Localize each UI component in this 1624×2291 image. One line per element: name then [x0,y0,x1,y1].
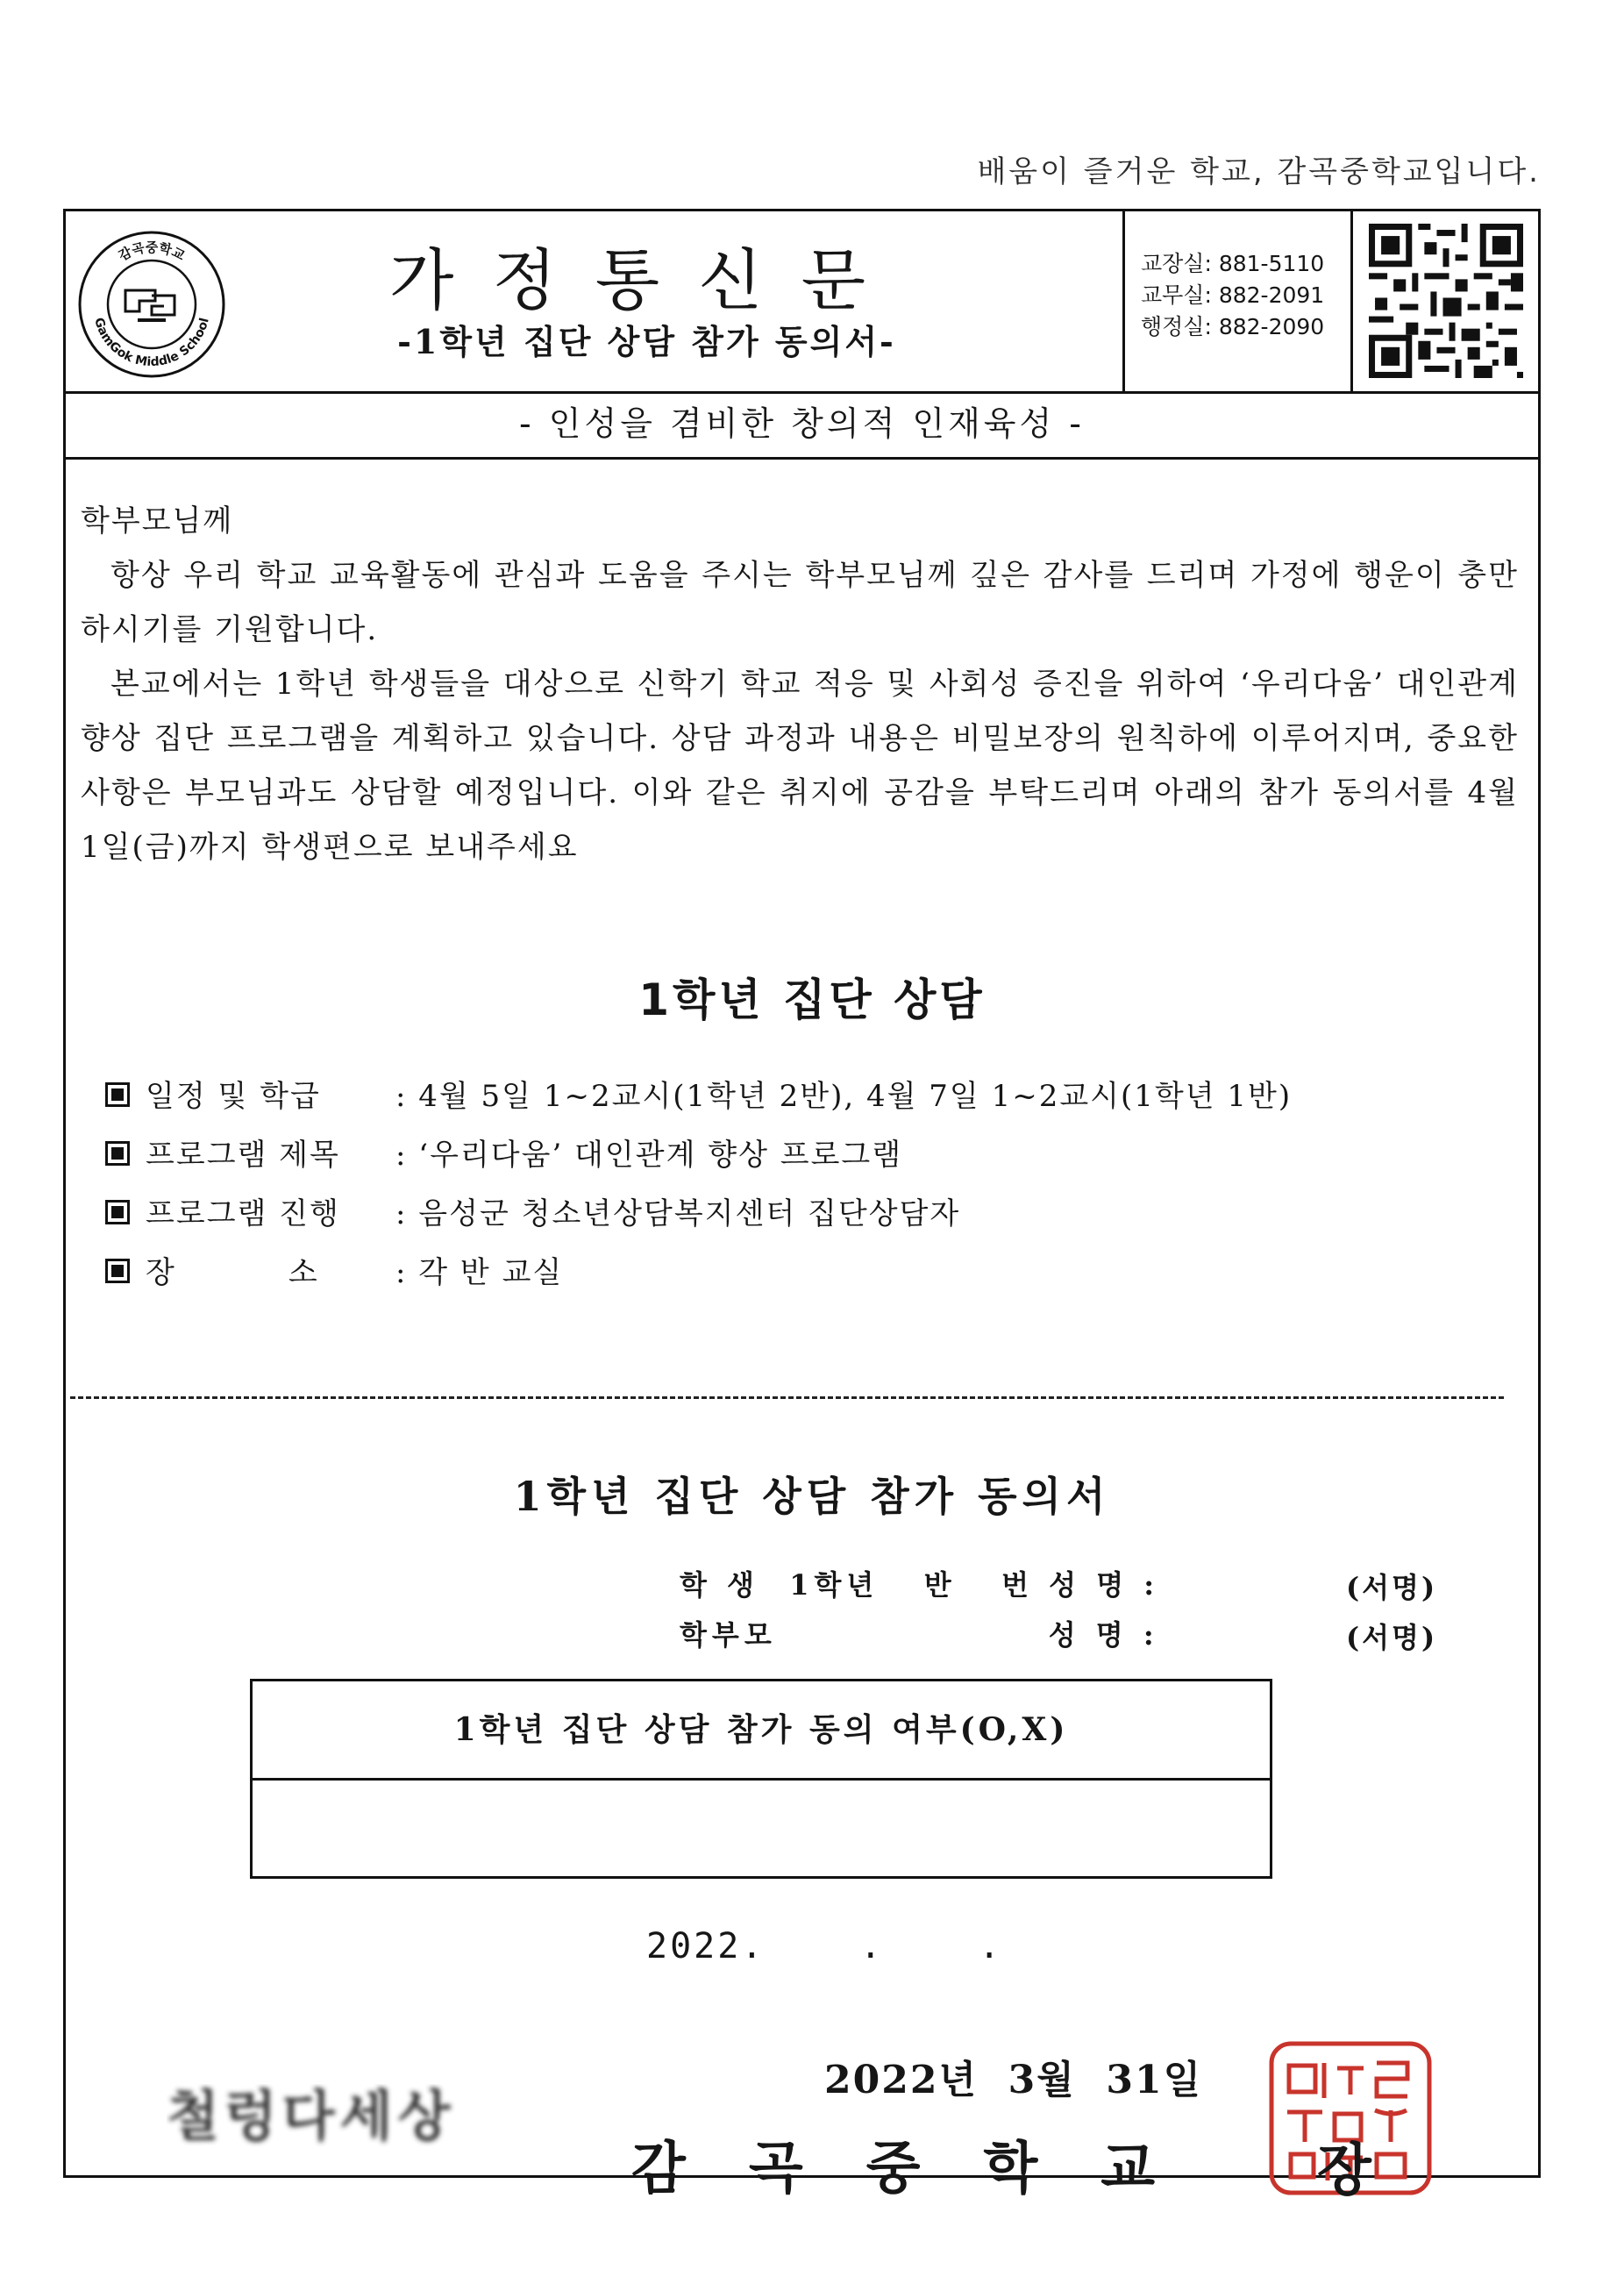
letter-salutation: 학부모님께 [81,503,234,539]
school-motto: - 인성을 겸비한 창의적 인재육성 - [66,391,1538,460]
contact-item: 교무실: 882-2091 [1141,282,1325,308]
contact-number: 882-2090 [1218,314,1325,339]
student-sign-line: 학 생 1학년 반 번 성 명 : [680,1568,1160,1602]
parent-name-label: 성 명 : [1048,1618,1159,1652]
letter-paragraph: 항상 우리 학교 교육활동에 관심과 도움을 주시는 학부모님께 깊은 감사를 드리며 가정에 행운이 충만하시기를 기원합니다. [81,558,1519,647]
contact-item: 행정실: 882-2090 [1141,314,1325,339]
info-label: 프로그램 진행 [146,1196,340,1231]
consent-date-line: 2022. . . [646,1926,1003,1966]
contact-number: 881-5110 [1218,251,1325,276]
agree-answer-cell[interactable] [253,1781,1270,1879]
consent-agree-table [250,1679,1272,1879]
school-name: 감곡중학교 [631,2136,1219,2202]
letter-body [81,494,1519,874]
contact-number: 882-2091 [1218,282,1325,308]
parent-label: 학부모 [680,1618,777,1652]
principal-title: 장 [1317,2138,1371,2203]
contact-list [1122,211,1350,391]
contact-label: 행정실 [1141,314,1205,339]
info-value: : 음성군 청소년상담복지센터 집단상담자 [395,1196,961,1231]
blurred-name-text: 철렁다세상 [167,2084,456,2148]
contact-label: 교무실 [1141,282,1205,308]
program-info-list [105,1070,1292,1305]
checkbox-square-icon [105,1200,130,1224]
qr-code-cell [1350,211,1538,391]
cut-line [70,1396,1504,1399]
school-emblem-icon [75,227,229,382]
student-signature-mark: (서명) [1346,1571,1438,1604]
program-info-item [105,1129,1292,1188]
letter-paragraph: 본교에서는 1학년 학생들을 대상으로 신학기 학교 적응 및 사회성 증진을 위하여 ‘우리다움’ 대인관계 향상 집단 프로그램을 계획하고 있습니다. 상담 과정과 내용은 비밀보장의 원칙하에 이루어지며, 중요한 사항은 부모님과도 상담할 예정입니다. 이와 같은 취지에 공감을 부탁드리며 아래의 참가 동의서를 4월 1일(금)까지 학생편으로 보내주세요 [81,667,1519,865]
info-label: 장 소 [146,1255,319,1290]
consent-title: 1학년 집단 상담 참가 동의서 [513,1473,1111,1520]
info-label: 프로그램 제목 [146,1138,340,1173]
program-info-item [105,1070,1292,1129]
info-label: 일정 및 학급 [146,1079,321,1114]
qr-code-icon[interactable] [1369,224,1523,378]
info-value: : 4월 5일 1~2교시(1학년 2반), 4월 7일 1~2교시(1학년 1반) [395,1079,1293,1114]
program-info-item [105,1246,1292,1305]
checkbox-square-icon [105,1141,130,1166]
issue-date: 2022년 3월 31일 [824,2058,1203,2102]
info-value: : ‘우리다움’ 대인관계 향상 프로그램 [395,1138,903,1173]
emblem-top-text: 감곡중학교 [116,239,188,264]
info-value: : 각 반 교실 [395,1255,564,1290]
newsletter-header [66,211,1538,394]
parent-signature-mark: (서명) [1346,1621,1438,1654]
blurred-name-image [158,2077,509,2159]
newsletter-title: 가정통신문 [388,241,905,319]
contact-item: 교장실: 881-5110 [1141,251,1325,276]
checkbox-square-icon [105,1082,130,1107]
emblem-bottom-text: GamGok Middle School [91,316,212,370]
checkbox-square-icon [105,1259,130,1283]
parent-sign-line [680,1613,1159,1653]
program-title: 1학년 집단 상담 [638,974,986,1025]
program-info-item [105,1188,1292,1246]
school-slogan: 배움이 즐거운 학교, 감곡중학교입니다. [977,154,1541,189]
contact-label: 교장실 [1141,251,1205,276]
agree-table-header: 1학년 집단 상담 참가 동의 여부(O,X) [253,1681,1270,1781]
newsletter-subtitle: -1학년 집단 상담 참가 동의서- [397,322,896,361]
